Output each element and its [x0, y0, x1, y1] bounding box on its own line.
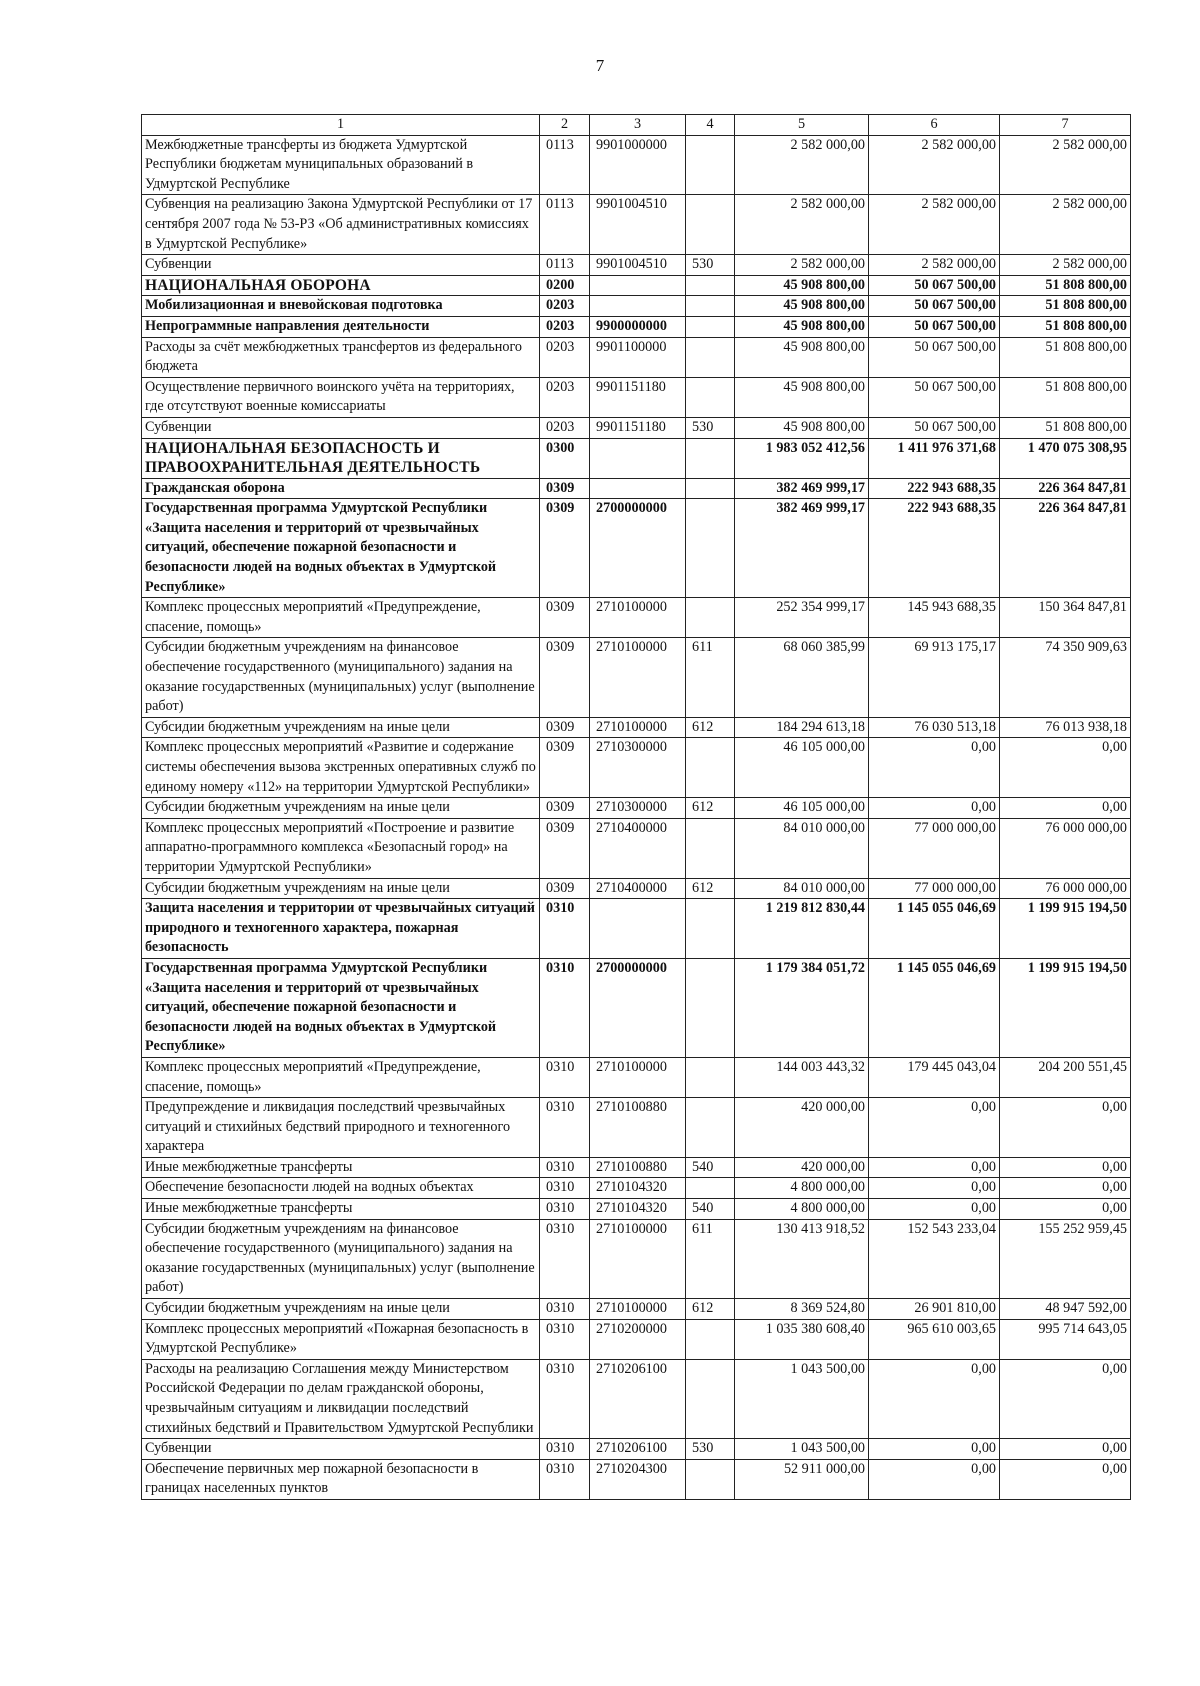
row-section-code: 0113 — [540, 135, 590, 195]
row-amount-col7: 2 582 000,00 — [1000, 255, 1131, 276]
row-amount-col7: 0,00 — [1000, 1439, 1131, 1460]
row-amount-col6: 50 067 500,00 — [869, 275, 1000, 296]
row-amount-col6: 152 543 233,04 — [869, 1219, 1000, 1298]
row-amount-col5: 52 911 000,00 — [735, 1459, 869, 1499]
row-amount-col5: 2 582 000,00 — [735, 255, 869, 276]
table-row — [142, 899, 1131, 959]
row-amount-col5: 382 469 999,17 — [735, 499, 869, 598]
table-row — [142, 1459, 1131, 1499]
row-expense-type — [686, 195, 735, 255]
row-name: Субсидии бюджетным учреждениям на иные цели — [142, 878, 540, 899]
row-amount-col7: 76 013 938,18 — [1000, 717, 1131, 738]
table-row — [142, 478, 1131, 499]
row-amount-col7: 155 252 959,45 — [1000, 1219, 1131, 1298]
row-amount-col5: 1 043 500,00 — [735, 1359, 869, 1438]
row-name: Субсидии бюджетным учреждениям на финансовое обеспечение государственного (муниципального) задания на оказание государственных (муниципальных) услуг (выполнение работ) — [142, 638, 540, 717]
row-name: Государственная программа Удмуртской Республики «Защита населения и территорий от чрезвычайных ситуаций, обеспечение пожарной безопасности и безопасности людей на водных объектах в Удмуртской Республике» — [142, 499, 540, 598]
row-target-article — [590, 899, 686, 959]
column-header-1: 1 — [142, 115, 540, 136]
table-row — [142, 598, 1131, 638]
row-target-article: 2710100880 — [590, 1098, 686, 1158]
row-expense-type — [686, 438, 735, 478]
row-name: Расходы за счёт межбюджетных трансфертов из федерального бюджета — [142, 337, 540, 377]
row-name: Комплекс процессных мероприятий «Развитие и содержание системы обеспечения вызова экстренных оперативных служб по единому номеру «112» на территории Удмуртской Республики» — [142, 738, 540, 798]
row-amount-col6: 0,00 — [869, 1157, 1000, 1178]
row-section-code: 0310 — [540, 1178, 590, 1199]
row-target-article: 2710104320 — [590, 1199, 686, 1220]
column-header-5: 5 — [735, 115, 869, 136]
row-amount-col5: 46 105 000,00 — [735, 738, 869, 798]
row-section-code: 0309 — [540, 798, 590, 819]
row-section-code: 0310 — [540, 1057, 590, 1097]
row-section-code: 0309 — [540, 638, 590, 717]
row-amount-col6: 69 913 175,17 — [869, 638, 1000, 717]
row-amount-col6: 76 030 513,18 — [869, 717, 1000, 738]
row-name: Субвенции — [142, 417, 540, 438]
row-amount-col5: 420 000,00 — [735, 1157, 869, 1178]
row-amount-col5: 382 469 999,17 — [735, 478, 869, 499]
row-section-code: 0200 — [540, 275, 590, 296]
row-amount-col6: 145 943 688,35 — [869, 598, 1000, 638]
row-amount-col6: 222 943 688,35 — [869, 478, 1000, 499]
row-section-code: 0309 — [540, 478, 590, 499]
row-amount-col6: 0,00 — [869, 1459, 1000, 1499]
table-row — [142, 1439, 1131, 1460]
row-name: Непрограммные направления деятельности — [142, 316, 540, 337]
row-expense-type: 540 — [686, 1199, 735, 1220]
row-section-code: 0113 — [540, 195, 590, 255]
row-name: Гражданская оборона — [142, 478, 540, 499]
row-name: НАЦИОНАЛЬНАЯ ОБОРОНА — [142, 275, 540, 296]
row-amount-col7: 204 200 551,45 — [1000, 1057, 1131, 1097]
row-target-article: 2710400000 — [590, 818, 686, 878]
row-section-code: 0309 — [540, 738, 590, 798]
row-amount-col7: 226 364 847,81 — [1000, 499, 1131, 598]
row-name: Субсидии бюджетным учреждениям на иные цели — [142, 717, 540, 738]
row-amount-col5: 184 294 613,18 — [735, 717, 869, 738]
row-expense-type: 612 — [686, 1299, 735, 1320]
row-expense-type — [686, 316, 735, 337]
row-amount-col5: 1 983 052 412,56 — [735, 438, 869, 478]
row-section-code: 0300 — [540, 438, 590, 478]
column-header-6: 6 — [869, 115, 1000, 136]
row-expense-type: 612 — [686, 717, 735, 738]
row-expense-type — [686, 738, 735, 798]
row-section-code: 0309 — [540, 499, 590, 598]
row-expense-type — [686, 1359, 735, 1438]
table-row — [142, 1057, 1131, 1097]
row-amount-col7: 51 808 800,00 — [1000, 337, 1131, 377]
row-amount-col5: 45 908 800,00 — [735, 377, 869, 417]
row-amount-col7: 0,00 — [1000, 1157, 1131, 1178]
row-amount-col7: 0,00 — [1000, 1199, 1131, 1220]
row-section-code: 0310 — [540, 1359, 590, 1438]
column-number-header-row — [142, 115, 1131, 136]
row-target-article: 2710100000 — [590, 1219, 686, 1298]
row-amount-col5: 1 035 380 608,40 — [735, 1319, 869, 1359]
table-row — [142, 738, 1131, 798]
row-amount-col7: 0,00 — [1000, 1178, 1131, 1199]
row-target-article: 2710200000 — [590, 1319, 686, 1359]
row-amount-col5: 45 908 800,00 — [735, 316, 869, 337]
row-target-article: 9901100000 — [590, 337, 686, 377]
row-name: Расходы на реализацию Соглашения между Министерством Российской Федерации по делам гражданской обороны, чрезвычайным ситуациям и ликвидации последствий стихийных бедствий и Правительством Удмуртской Республики — [142, 1359, 540, 1438]
row-target-article: 2710100000 — [590, 717, 686, 738]
row-expense-type: 530 — [686, 1439, 735, 1460]
column-header-3: 3 — [590, 115, 686, 136]
table-row — [142, 878, 1131, 899]
row-name: Защита населения и территории от чрезвычайных ситуаций природного и техногенного характера, пожарная безопасность — [142, 899, 540, 959]
table-row — [142, 195, 1131, 255]
row-section-code: 0310 — [540, 1299, 590, 1320]
row-amount-col7: 0,00 — [1000, 1359, 1131, 1438]
row-expense-type — [686, 818, 735, 878]
row-expense-type — [686, 598, 735, 638]
budget-table — [141, 114, 1131, 1500]
row-amount-col5: 45 908 800,00 — [735, 296, 869, 317]
row-amount-col5: 1 179 384 051,72 — [735, 958, 869, 1057]
column-header-4: 4 — [686, 115, 735, 136]
row-target-article: 2710104320 — [590, 1178, 686, 1199]
row-target-article: 2710300000 — [590, 798, 686, 819]
row-amount-col7: 51 808 800,00 — [1000, 417, 1131, 438]
row-expense-type: 530 — [686, 255, 735, 276]
row-amount-col7: 76 000 000,00 — [1000, 878, 1131, 899]
row-section-code: 0310 — [540, 1219, 590, 1298]
row-target-article: 2710100880 — [590, 1157, 686, 1178]
row-target-article: 2700000000 — [590, 958, 686, 1057]
row-section-code: 0203 — [540, 377, 590, 417]
row-name: НАЦИОНАЛЬНАЯ БЕЗОПАСНОСТЬ И ПРАВООХРАНИТЕЛЬНАЯ ДЕЯТЕЛЬНОСТЬ — [142, 438, 540, 478]
row-amount-col7: 0,00 — [1000, 1098, 1131, 1158]
row-amount-col6: 50 067 500,00 — [869, 316, 1000, 337]
row-name: Субсидии бюджетным учреждениям на иные цели — [142, 798, 540, 819]
row-amount-col5: 84 010 000,00 — [735, 818, 869, 878]
row-target-article — [590, 438, 686, 478]
table-row — [142, 1359, 1131, 1438]
row-amount-col6: 26 901 810,00 — [869, 1299, 1000, 1320]
column-header-2: 2 — [540, 115, 590, 136]
row-amount-col6: 50 067 500,00 — [869, 377, 1000, 417]
row-amount-col6: 0,00 — [869, 1098, 1000, 1158]
row-section-code: 0310 — [540, 1439, 590, 1460]
row-target-article: 9901000000 — [590, 135, 686, 195]
row-name: Государственная программа Удмуртской Республики «Защита населения и территорий от чрезвычайных ситуаций, обеспечение пожарной безопасности и безопасности людей на водных объектах в Удмуртской Республике» — [142, 958, 540, 1057]
row-name: Иные межбюджетные трансферты — [142, 1199, 540, 1220]
row-amount-col5: 45 908 800,00 — [735, 417, 869, 438]
row-name: Комплекс процессных мероприятий «Построение и развитие аппаратно-программного комплекса «Безопасный город» на территории Удмуртской Республики» — [142, 818, 540, 878]
row-amount-col5: 2 582 000,00 — [735, 195, 869, 255]
row-name: Обеспечение первичных мер пожарной безопасности в границах населенных пунктов — [142, 1459, 540, 1499]
row-expense-type — [686, 337, 735, 377]
row-expense-type — [686, 377, 735, 417]
row-amount-col6: 1 145 055 046,69 — [869, 958, 1000, 1057]
table-row — [142, 1098, 1131, 1158]
row-amount-col7: 74 350 909,63 — [1000, 638, 1131, 717]
table-row — [142, 499, 1131, 598]
row-target-article — [590, 275, 686, 296]
row-expense-type: 611 — [686, 638, 735, 717]
row-amount-col6: 1 411 976 371,68 — [869, 438, 1000, 478]
row-name: Комплекс процессных мероприятий «Предупреждение, спасение, помощь» — [142, 1057, 540, 1097]
row-amount-col6: 50 067 500,00 — [869, 337, 1000, 377]
table-row — [142, 275, 1131, 296]
row-target-article: 2710100000 — [590, 598, 686, 638]
row-section-code: 0310 — [540, 1459, 590, 1499]
row-amount-col7: 48 947 592,00 — [1000, 1299, 1131, 1320]
row-target-article: 2710204300 — [590, 1459, 686, 1499]
row-section-code: 0203 — [540, 337, 590, 377]
row-expense-type — [686, 135, 735, 195]
table-row — [142, 1157, 1131, 1178]
row-amount-col6: 0,00 — [869, 1199, 1000, 1220]
row-target-article — [590, 296, 686, 317]
row-expense-type: 612 — [686, 798, 735, 819]
table-row — [142, 417, 1131, 438]
row-amount-col7: 150 364 847,81 — [1000, 598, 1131, 638]
table-row — [142, 438, 1131, 478]
row-amount-col7: 995 714 643,05 — [1000, 1319, 1131, 1359]
row-expense-type — [686, 499, 735, 598]
row-expense-type: 540 — [686, 1157, 735, 1178]
row-amount-col5: 144 003 443,32 — [735, 1057, 869, 1097]
row-amount-col6: 965 610 003,65 — [869, 1319, 1000, 1359]
row-section-code: 0203 — [540, 296, 590, 317]
row-amount-col5: 46 105 000,00 — [735, 798, 869, 819]
row-amount-col7: 2 582 000,00 — [1000, 135, 1131, 195]
row-target-article: 9901151180 — [590, 377, 686, 417]
row-expense-type — [686, 1098, 735, 1158]
row-section-code: 0203 — [540, 316, 590, 337]
row-target-article: 2710400000 — [590, 878, 686, 899]
row-expense-type — [686, 1178, 735, 1199]
row-section-code: 0309 — [540, 818, 590, 878]
row-amount-col5: 1 219 812 830,44 — [735, 899, 869, 959]
row-amount-col5: 4 800 000,00 — [735, 1178, 869, 1199]
row-target-article: 9901151180 — [590, 417, 686, 438]
row-section-code: 0309 — [540, 717, 590, 738]
row-amount-col6: 2 582 000,00 — [869, 195, 1000, 255]
row-amount-col6: 0,00 — [869, 1178, 1000, 1199]
row-amount-col5: 8 369 524,80 — [735, 1299, 869, 1320]
row-expense-type — [686, 1459, 735, 1499]
table-row — [142, 958, 1131, 1057]
row-amount-col7: 51 808 800,00 — [1000, 275, 1131, 296]
row-amount-col5: 252 354 999,17 — [735, 598, 869, 638]
row-amount-col7: 1 470 075 308,95 — [1000, 438, 1131, 478]
row-amount-col7: 51 808 800,00 — [1000, 377, 1131, 417]
row-name: Субсидии бюджетным учреждениям на финансовое обеспечение государственного (муниципального) задания на оказание государственных (муниципальных) услуг (выполнение работ) — [142, 1219, 540, 1298]
table-row — [142, 1319, 1131, 1359]
row-amount-col7: 0,00 — [1000, 1459, 1131, 1499]
row-name: Предупреждение и ликвидация последствий чрезвычайных ситуаций и стихийных бедствий природного и техногенного характера — [142, 1098, 540, 1158]
row-amount-col6: 50 067 500,00 — [869, 417, 1000, 438]
row-amount-col5: 130 413 918,52 — [735, 1219, 869, 1298]
row-section-code: 0310 — [540, 899, 590, 959]
row-amount-col6: 0,00 — [869, 1359, 1000, 1438]
row-expense-type: 611 — [686, 1219, 735, 1298]
table-row — [142, 1199, 1131, 1220]
row-target-article: 2710100000 — [590, 638, 686, 717]
row-amount-col6: 77 000 000,00 — [869, 818, 1000, 878]
row-amount-col5: 45 908 800,00 — [735, 337, 869, 377]
row-amount-col6: 222 943 688,35 — [869, 499, 1000, 598]
row-expense-type — [686, 478, 735, 499]
row-amount-col7: 51 808 800,00 — [1000, 296, 1131, 317]
table-row — [142, 337, 1131, 377]
table-row — [142, 135, 1131, 195]
row-section-code: 0310 — [540, 958, 590, 1057]
row-amount-col6: 50 067 500,00 — [869, 296, 1000, 317]
row-amount-col7: 2 582 000,00 — [1000, 195, 1131, 255]
row-amount-col7: 226 364 847,81 — [1000, 478, 1131, 499]
row-amount-col5: 68 060 385,99 — [735, 638, 869, 717]
row-amount-col7: 0,00 — [1000, 798, 1131, 819]
row-amount-col5: 420 000,00 — [735, 1098, 869, 1158]
row-target-article: 2710206100 — [590, 1439, 686, 1460]
row-amount-col7: 76 000 000,00 — [1000, 818, 1131, 878]
table-row — [142, 717, 1131, 738]
table-row — [142, 818, 1131, 878]
row-amount-col6: 0,00 — [869, 738, 1000, 798]
row-amount-col6: 2 582 000,00 — [869, 135, 1000, 195]
row-name: Субвенция на реализацию Закона Удмуртской Республики от 17 сентября 2007 года № 53-РЗ «Об административных комиссиях в Удмуртской Республике» — [142, 195, 540, 255]
row-name: Обеспечение безопасности людей на водных объектах — [142, 1178, 540, 1199]
row-target-article: 2710100000 — [590, 1299, 686, 1320]
row-expense-type — [686, 899, 735, 959]
row-target-article — [590, 478, 686, 499]
row-amount-col6: 0,00 — [869, 1439, 1000, 1460]
row-amount-col5: 84 010 000,00 — [735, 878, 869, 899]
row-amount-col6: 2 582 000,00 — [869, 255, 1000, 276]
row-amount-col5: 45 908 800,00 — [735, 275, 869, 296]
table-row — [142, 296, 1131, 317]
page-number: 7 — [595, 56, 605, 75]
row-expense-type — [686, 296, 735, 317]
row-target-article: 9901004510 — [590, 255, 686, 276]
row-target-article: 9901004510 — [590, 195, 686, 255]
row-name: Осуществление первичного воинского учёта на территориях, где отсутствуют военные комиссариаты — [142, 377, 540, 417]
row-section-code: 0310 — [540, 1157, 590, 1178]
row-name: Иные межбюджетные трансферты — [142, 1157, 540, 1178]
row-target-article: 2700000000 — [590, 499, 686, 598]
row-target-article: 2710100000 — [590, 1057, 686, 1097]
row-expense-type — [686, 1319, 735, 1359]
row-name: Субсидии бюджетным учреждениям на иные цели — [142, 1299, 540, 1320]
row-target-article: 2710300000 — [590, 738, 686, 798]
row-amount-col7: 0,00 — [1000, 738, 1131, 798]
row-section-code: 0310 — [540, 1098, 590, 1158]
row-amount-col6: 179 445 043,04 — [869, 1057, 1000, 1097]
row-name: Межбюджетные трансферты из бюджета Удмуртской Республики бюджетам муниципальных образований в Удмуртской Республике — [142, 135, 540, 195]
table-row — [142, 1178, 1131, 1199]
row-section-code: 0310 — [540, 1199, 590, 1220]
row-expense-type — [686, 958, 735, 1057]
row-target-article: 9900000000 — [590, 316, 686, 337]
table-row — [142, 255, 1131, 276]
row-expense-type — [686, 275, 735, 296]
table-row — [142, 1219, 1131, 1298]
row-expense-type: 530 — [686, 417, 735, 438]
table-row — [142, 638, 1131, 717]
row-amount-col6: 77 000 000,00 — [869, 878, 1000, 899]
row-amount-col6: 1 145 055 046,69 — [869, 899, 1000, 959]
row-name: Комплекс процессных мероприятий «Предупреждение, спасение, помощь» — [142, 598, 540, 638]
row-section-code: 0113 — [540, 255, 590, 276]
row-amount-col7: 1 199 915 194,50 — [1000, 958, 1131, 1057]
column-header-7: 7 — [1000, 115, 1131, 136]
row-section-code: 0309 — [540, 878, 590, 899]
row-amount-col5: 4 800 000,00 — [735, 1199, 869, 1220]
row-name: Комплекс процессных мероприятий «Пожарная безопасность в Удмуртской Республике» — [142, 1319, 540, 1359]
row-amount-col7: 51 808 800,00 — [1000, 316, 1131, 337]
table-row — [142, 798, 1131, 819]
row-amount-col5: 1 043 500,00 — [735, 1439, 869, 1460]
row-section-code: 0203 — [540, 417, 590, 438]
table-row — [142, 316, 1131, 337]
row-amount-col5: 2 582 000,00 — [735, 135, 869, 195]
row-name: Мобилизационная и вневойсковая подготовка — [142, 296, 540, 317]
row-amount-col6: 0,00 — [869, 798, 1000, 819]
row-name: Субвенции — [142, 1439, 540, 1460]
row-amount-col7: 1 199 915 194,50 — [1000, 899, 1131, 959]
table-row — [142, 377, 1131, 417]
row-target-article: 2710206100 — [590, 1359, 686, 1438]
table-row — [142, 1299, 1131, 1320]
row-expense-type — [686, 1057, 735, 1097]
row-name: Субвенции — [142, 255, 540, 276]
row-section-code: 0310 — [540, 1319, 590, 1359]
row-expense-type: 612 — [686, 878, 735, 899]
row-section-code: 0309 — [540, 598, 590, 638]
